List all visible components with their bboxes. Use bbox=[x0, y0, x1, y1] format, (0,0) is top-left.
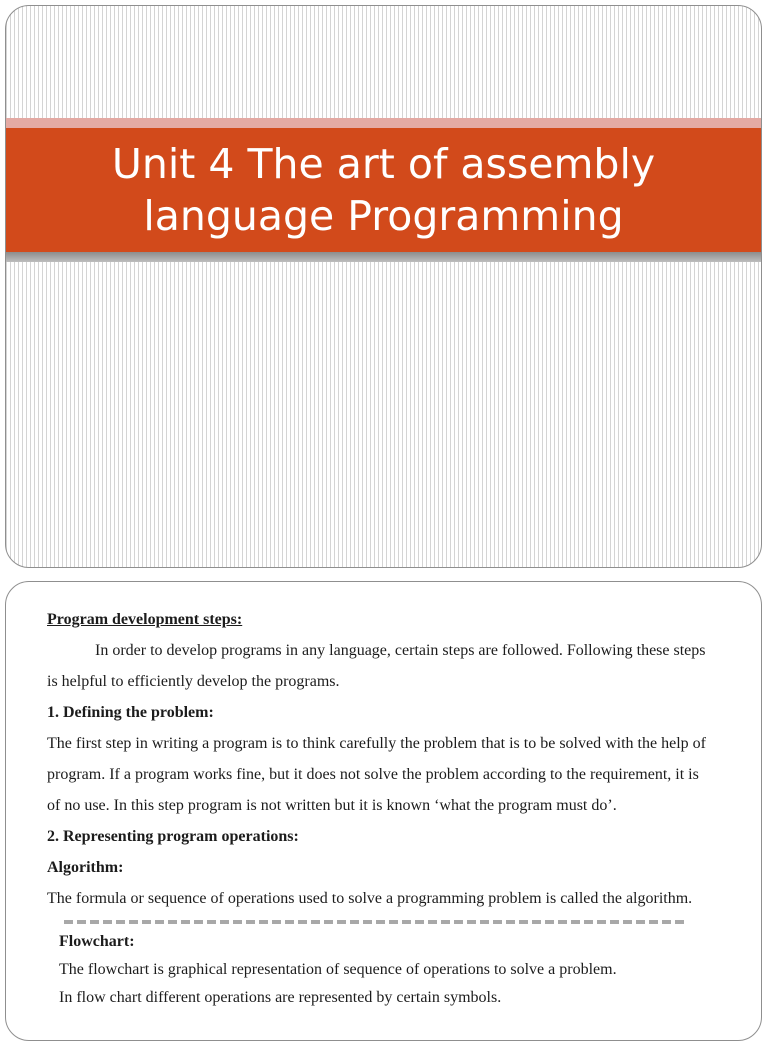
title-slide bbox=[5, 5, 762, 568]
algorithm-heading: Algorithm: bbox=[47, 859, 124, 876]
slide-title bbox=[64, 138, 704, 242]
step1-heading: 1. Defining the problem: bbox=[47, 704, 214, 721]
step1-line-3: of no use. In this step program is not written but it is known ‘what the program must do’. bbox=[47, 797, 617, 814]
flowchart-line-1: The flowchart is graphical representation of sequence of operations to solve a problem. bbox=[59, 961, 617, 978]
flowchart-section bbox=[59, 928, 617, 1012]
slide-title-line-2: language Programming bbox=[143, 192, 624, 240]
document-body bbox=[47, 604, 737, 914]
algorithm-definition: The formula or sequence of operations used to solve a programming problem is called the algorithm. bbox=[47, 890, 693, 907]
title-band-shadow bbox=[6, 252, 761, 262]
step2-heading: 2. Representing program operations: bbox=[47, 828, 299, 845]
slide-title-line-1: Unit 4 The art of assembly bbox=[111, 140, 656, 188]
content-slide bbox=[5, 581, 762, 1041]
flowchart-line-2: In flow chart different operations are represented by certain symbols. bbox=[59, 989, 502, 1006]
section-heading: Program development steps: bbox=[47, 611, 243, 628]
title-band bbox=[6, 128, 761, 252]
intro-paragraph-line-1: In order to develop programs in any language, certain steps are followed. Following these steps bbox=[95, 642, 706, 659]
step1-line-1: The first step in writing a program is to think carefully the problem that is to be solved with the help of bbox=[47, 735, 706, 752]
cropped-text-fragment bbox=[64, 920, 684, 924]
title-band-highlight bbox=[6, 118, 761, 128]
step1-line-2: program. If a program works fine, but it does not solve the problem according to the requirement, it is bbox=[47, 766, 699, 783]
intro-paragraph-line-2: is helpful to efficiently develop the programs. bbox=[47, 673, 340, 690]
flowchart-heading: Flowchart: bbox=[59, 933, 135, 950]
